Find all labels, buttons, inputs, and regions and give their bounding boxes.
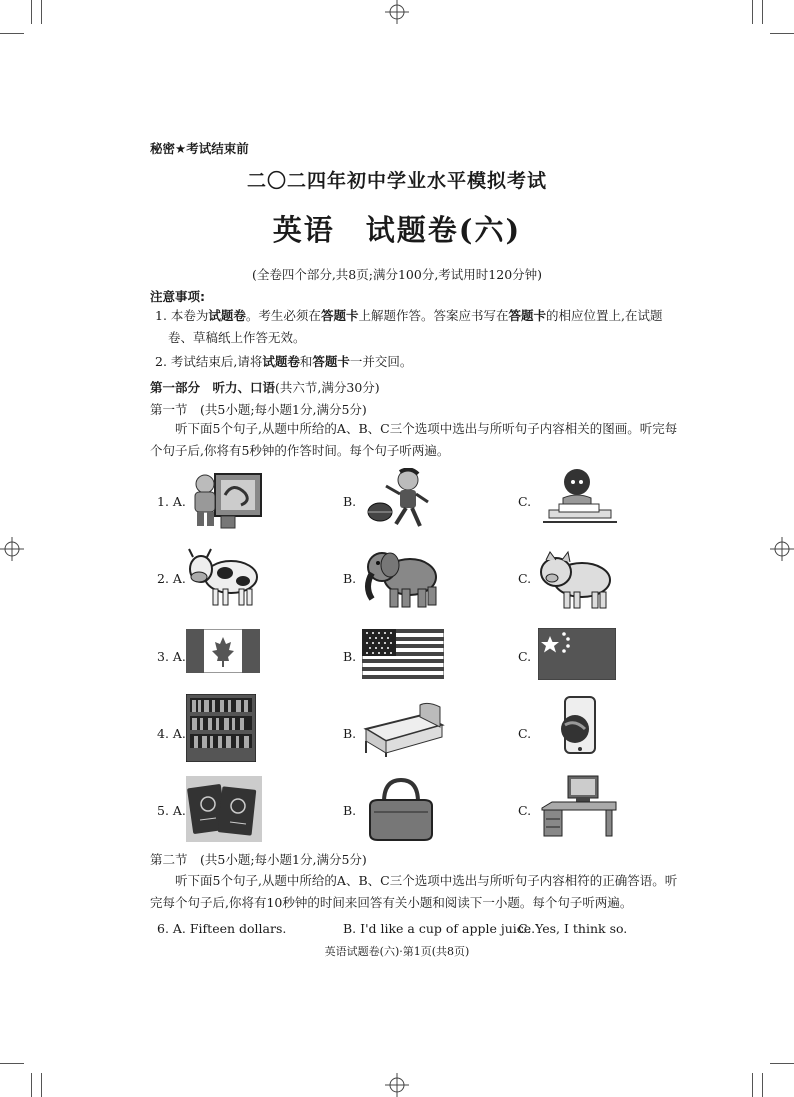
bed-icon (362, 699, 446, 757)
registration-mark-icon (770, 537, 794, 561)
section2-title: 第二节 (共5小题;每小题1分,满分5分) (150, 852, 367, 867)
painting-child-icon (185, 470, 265, 532)
q4-option-a-label: 4. A. (157, 726, 186, 741)
usa-flag-icon (362, 629, 444, 679)
page-footer: 英语试题卷(六)·第1页(共8页) (324, 945, 470, 958)
note-text: 1. 本卷为 (155, 308, 209, 323)
crop-mark (752, 0, 753, 24)
instr-line: 听下面5个句子,从题中所给的A、B、C三个选项中选出与所听句子内容相符的正确答语。听 (175, 873, 678, 888)
note-item-1-line2: 卷、草稿纸上作答无效。 (168, 330, 306, 345)
note-text: 。考生必须在 (245, 308, 321, 323)
paper-title: 英语 试题卷(六) (272, 213, 522, 247)
q1-option-c-label: C. (518, 494, 532, 509)
note-bold: 试题卷 (262, 354, 300, 369)
canada-flag-icon (186, 629, 260, 673)
football-girl-icon (360, 468, 440, 534)
studying-boy-icon (543, 466, 617, 526)
crop-mark (31, 0, 32, 24)
q6-option-a: 6. A. Fifteen dollars. (157, 921, 287, 936)
cow-icon (185, 545, 261, 609)
instr-line: 完每个句子后,你将有10秒钟的时间来回答有关小题和阅读下一小题。每个句子听两遍。 (150, 895, 633, 910)
q5-option-c-label: C. (518, 803, 532, 818)
note-bold: 答题卡 (312, 354, 350, 369)
crop-mark (770, 1063, 794, 1064)
q2-option-c-label: C. (518, 571, 532, 586)
note-item-1 (155, 305, 700, 327)
q6-option-c: C. Yes, I think so. (518, 921, 628, 936)
pig-icon (538, 550, 614, 612)
note-text: 一并交回。 (349, 354, 413, 369)
registration-mark-icon (385, 1073, 409, 1097)
note-bold: 答题卡 (508, 308, 546, 323)
q3-option-b-label: B. (343, 649, 357, 664)
q3-option-a-label: 3. A. (157, 649, 186, 664)
section1-instructions (150, 418, 700, 462)
instr-line: 听下面5个句子,从题中所给的A、B、C三个选项中选出与所听句子内容相关的图画。听完每 (175, 421, 678, 436)
registration-mark-icon (385, 0, 409, 24)
crop-mark (41, 0, 42, 24)
elephant-icon (360, 545, 444, 611)
handbag-icon (366, 776, 436, 842)
instr-line: 个句子后,你将有5秒钟的作答时间。每个句子听两遍。 (150, 443, 450, 458)
computer-desk-icon (540, 774, 618, 842)
note-bold: 答题卡 (320, 308, 359, 323)
part1-heading (150, 378, 380, 396)
note-text: 的相应位置上,在试题 (545, 308, 663, 323)
note-text: 和 (299, 354, 313, 369)
q1-option-a-label: 1. A. (157, 494, 186, 509)
note-text: 2. 考试结束后,请将 (155, 354, 263, 369)
q2-option-a-label: 2. A. (157, 571, 186, 586)
q5-option-b-label: B. (343, 803, 357, 818)
crop-mark (0, 33, 24, 34)
part1-heading-suffix: (共六节,满分30分) (275, 380, 380, 395)
crop-mark (770, 33, 794, 34)
crop-mark (0, 1063, 24, 1064)
phone-icon (555, 695, 603, 757)
crop-mark (31, 1073, 32, 1097)
q4-option-b-label: B. (343, 726, 357, 741)
q2-option-b-label: B. (343, 571, 357, 586)
part1-heading-bold: 第一部分 听力、口语 (150, 380, 276, 395)
notes-heading: 注意事项: (150, 289, 205, 304)
note-bold: 试题卷 (208, 308, 246, 323)
q5-option-a-label: 5. A. (157, 803, 186, 818)
q4-option-c-label: C. (518, 726, 532, 741)
registration-mark-icon (0, 537, 24, 561)
section1-title: 第一节 (共5小题;每小题1分,满分5分) (150, 402, 367, 417)
crop-mark (762, 1073, 763, 1097)
bookshelf-icon (186, 694, 256, 762)
confidential-label: 秘密★考试结束前 (150, 141, 249, 156)
crop-mark (41, 1073, 42, 1097)
q6-option-b: B. I'd like a cup of apple juice. (343, 921, 536, 936)
china-flag-icon (538, 628, 616, 680)
q1-option-b-label: B. (343, 494, 357, 509)
note-item-2 (155, 351, 412, 373)
q3-option-c-label: C. (518, 649, 532, 664)
paper-info: (全卷四个部分,共8页;满分100分,考试用时120分钟) (251, 267, 543, 282)
crop-mark (752, 1073, 753, 1097)
crop-mark (762, 0, 763, 24)
section2-instructions (150, 870, 700, 914)
exam-title: 二〇二四年初中学业水平模拟考试 (246, 170, 547, 192)
note-text: 上解题作答。答案应书写在 (358, 308, 509, 323)
passports-icon (186, 776, 262, 842)
